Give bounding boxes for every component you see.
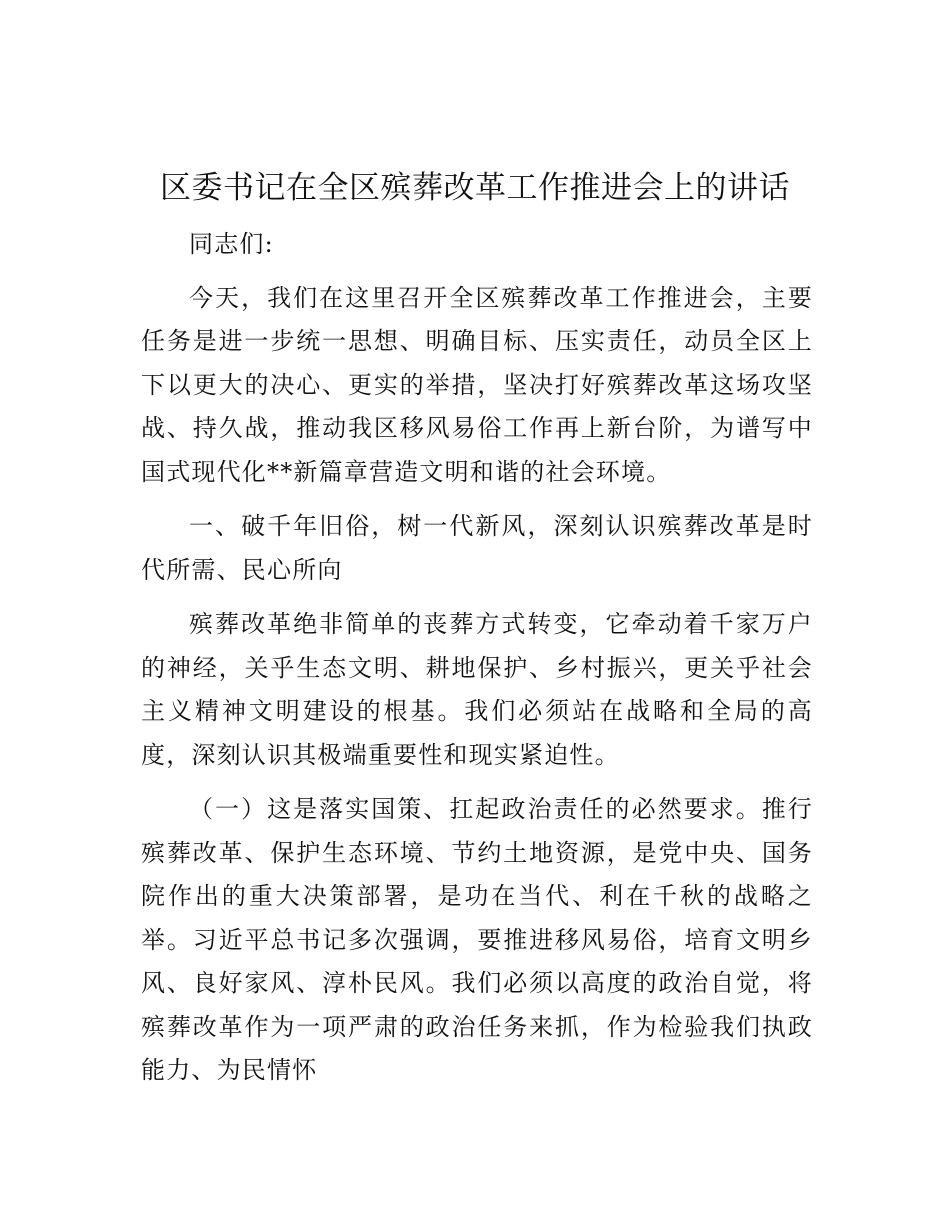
document-title: 区委书记在全区殡葬改革工作推进会上的讲话 [160,170,790,206]
paragraph-subsection-1: （一）这是落实国策、扛起政治责任的必然要求。推行殡葬改革、保护生态环境、节约土地资源，是党中央、国务院作出的重大决策部署，是功在当代、利在千秋的战略之举。习近平总书记多次强调，要推进移风易俗，培育文明乡风、良好家风、淳朴民风。我们必须以高度的政治自觉，将殡葬改革作为一项严肃的政治任务来抓，作为检验我们执政能力、为民情怀 [141,795,813,1084]
paragraph-section-1-intro: 殡葬改革绝非简单的丧葬方式转变，它牵动着千家万户的神经，关乎生态文明、耕地保护、乡村振兴，更关乎社会主义精神文明建设的根基。我们必须站在战略和全局的高度，深刻认识其极端重要性和现实紧迫性。 [141,610,813,769]
document-body [141,223,813,1093]
paragraph-opening: 今天，我们在这里召开全区殡葬改革工作推进会，主要任务是进一步统一思想、明确目标、压实责任，动员全区上下以更大的决心、更实的举措，坚决打好殡葬改革这场攻坚战、持久战，推动我区移风易俗工作再上新台阶，为谱写中国式现代化**新篇章营造文明和谐的社会环境。 [141,283,813,486]
section-heading-1: 一、破千年旧俗，树一代新风，深刻认识殡葬改革是时代所需、民心所向 [141,512,813,584]
salutation: 同志们: [189,230,274,258]
